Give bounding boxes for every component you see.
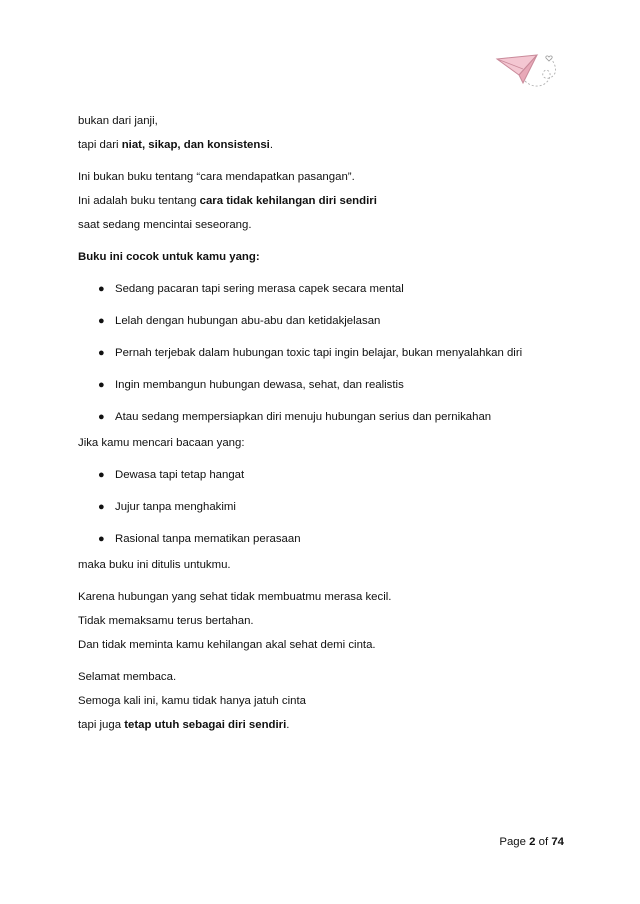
bullet-icon: ● — [98, 347, 105, 359]
reading-intro: Jika kamu mencari bacaan yang: — [78, 437, 245, 449]
bullet-icon: ● — [98, 379, 105, 391]
bullet-icon: ● — [98, 411, 105, 423]
intro-line-2: tapi dari niat, sikap, dan konsistensi. — [78, 139, 273, 151]
bold-phrase: tetap utuh sebagai diri sendiri — [124, 719, 287, 731]
list-item: ● Ingin membangun hubungan dewasa, sehat, dan realistis — [98, 379, 404, 391]
bold-phrase: niat, sikap, dan konsistensi — [121, 139, 270, 151]
bullet-icon: ● — [98, 315, 105, 327]
farewell-line-3: tapi juga tetap utuh sebagai diri sendiri. — [78, 719, 290, 731]
list-item: ● Sedang pacaran tapi sering merasa capek secara mental — [98, 283, 404, 295]
about-line-1: Ini bukan buku tentang “cara mendapatkan pasangan”. — [78, 171, 355, 183]
page-body — [78, 113, 578, 741]
about-line-3: saat sedang mencintai seseorang. — [78, 219, 252, 231]
list-item: ● Atau sedang mempersiapkan diri menuju hubungan serius dan pernikahan — [98, 411, 492, 423]
closing-line-2: Tidak memaksamu terus bertahan. — [78, 615, 254, 627]
paper-plane-icon — [493, 45, 561, 93]
list-item: ● Lelah dengan hubungan abu-abu dan ketidakjelasan — [98, 315, 381, 327]
bullet-icon: ● — [98, 283, 105, 295]
list-item: ● Jujur tanpa menghakimi — [98, 501, 236, 513]
closing-line-1: Karena hubungan yang sehat tidak membuatmu merasa kecil. — [78, 591, 392, 603]
audience-list — [78, 281, 578, 425]
about-line-2: Ini adalah buku tentang cara tidak kehilangan diri sendiri — [78, 195, 377, 207]
total-pages: 74 — [551, 836, 564, 848]
list-item: ● Rasional tanpa mematikan perasaan — [98, 533, 301, 545]
bold-phrase: cara tidak kehilangan diri sendiri — [199, 195, 377, 207]
closing-line-3: Dan tidak meminta kamu kehilangan akal sehat demi cinta. — [78, 639, 376, 651]
audience-heading: Buku ini cocok untuk kamu yang: — [78, 251, 260, 263]
list-item: ● Dewasa tapi tetap hangat — [98, 469, 245, 481]
reading-list — [78, 467, 578, 547]
farewell-line-2: Semoga kali ini, kamu tidak hanya jatuh cinta — [78, 695, 306, 707]
current-page: 2 — [529, 836, 536, 848]
reading-outro: maka buku ini ditulis untukmu. — [78, 559, 231, 571]
bullet-icon: ● — [98, 533, 105, 545]
bullet-icon: ● — [98, 469, 105, 481]
intro-line-1: bukan dari janji, — [78, 115, 158, 127]
bullet-icon: ● — [98, 501, 105, 513]
farewell-line-1: Selamat membaca. — [78, 671, 177, 683]
list-item: ● Pernah terjebak dalam hubungan toxic tapi ingin belajar, bukan menyalahkan diri — [98, 347, 523, 359]
page-number: Page 2 of 74 — [499, 836, 564, 848]
